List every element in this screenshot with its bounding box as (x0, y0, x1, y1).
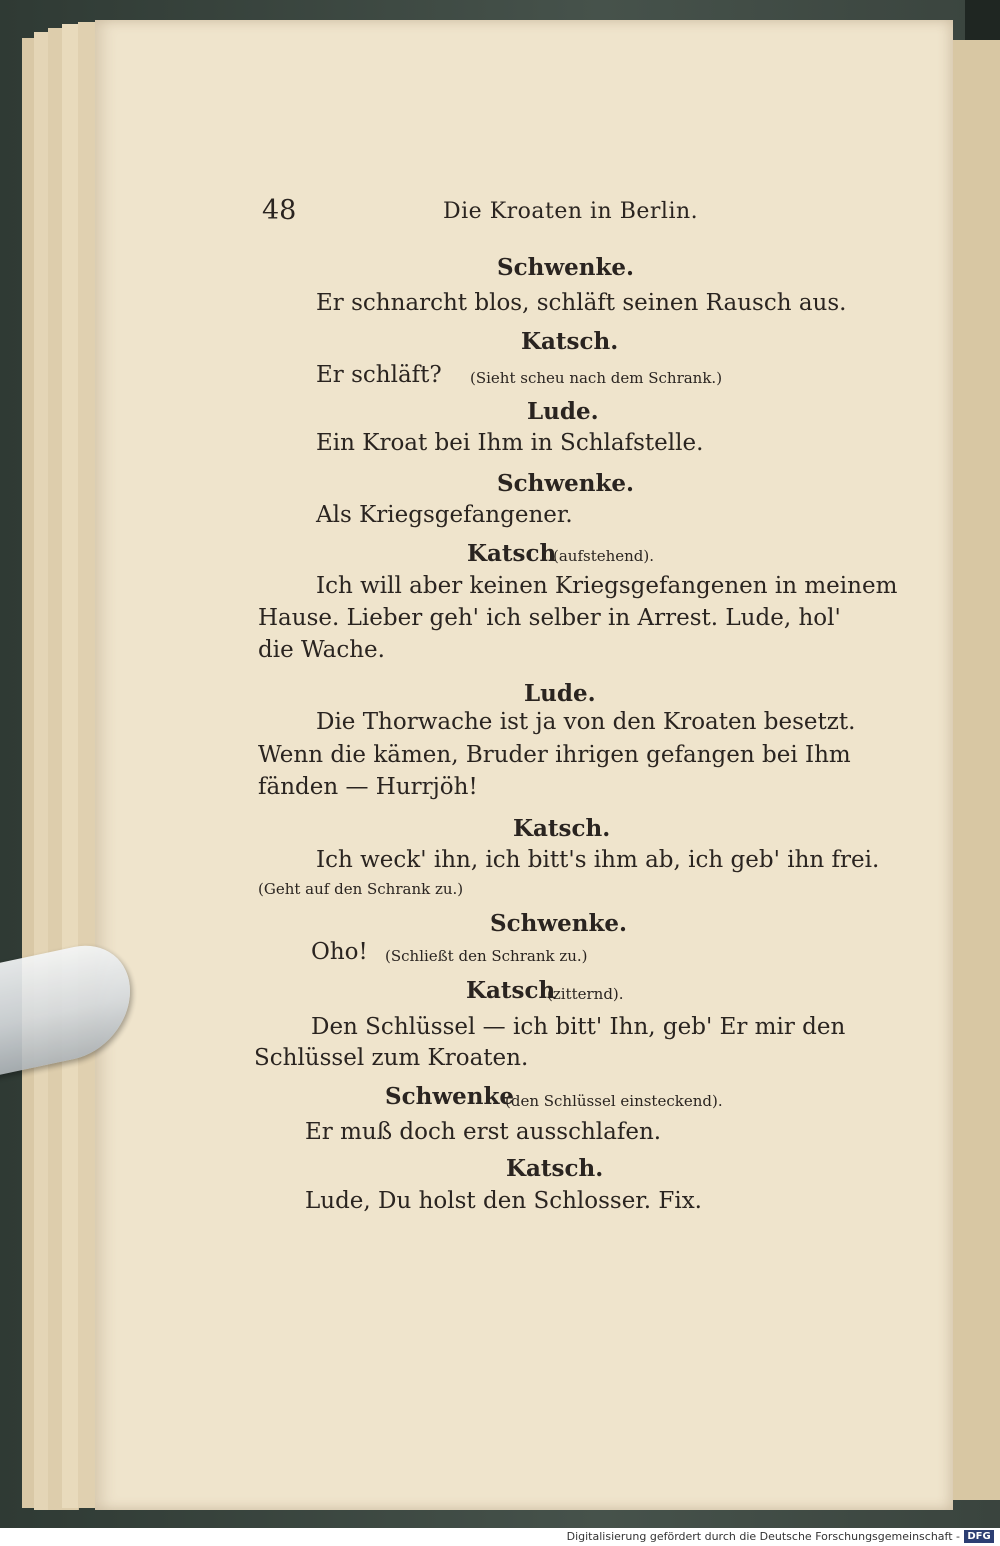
dialogue-line: Schlüssel zum Kroaten. (254, 1045, 529, 1071)
dialogue-line: Als Kriegsgefangener. (316, 502, 573, 528)
speaker-name: Katsch (466, 977, 556, 1004)
dialogue-line: Er muß doch erst ausschlafen. (305, 1119, 662, 1145)
dialogue-line: Hause. Lieber geh' ich selber in Arrest. Lude, hol' (258, 605, 841, 631)
speaker-name: Schwenke (385, 1083, 515, 1110)
speaker-name: Katsch. (506, 1155, 604, 1182)
speaker-name: Schwenke. (497, 470, 635, 497)
dialogue-line: Oho! (311, 939, 368, 965)
stage-direction: (Geht auf den Schrank zu.) (258, 880, 464, 898)
dialogue-line: die Wache. (258, 637, 385, 663)
dialogue-line: Er schläft? (316, 362, 442, 388)
speaker-name: Lude. (527, 398, 599, 425)
stage-direction: (den Schlüssel einsteckend). (505, 1092, 723, 1110)
speaker-name: Katsch. (513, 815, 611, 842)
speaker-name: Lude. (524, 680, 596, 707)
speaker-name: Katsch. (521, 328, 619, 355)
dialogue-line: Die Thorwache ist ja von den Kroaten besetzt. (316, 709, 856, 735)
stage-direction: (Schließt den Schrank zu.) (385, 947, 588, 965)
dialogue-line: Ein Kroat bei Ihm in Schlafstelle. (316, 430, 704, 456)
dialogue-line: Er schnarcht blos, schläft seinen Rausch aus. (316, 290, 847, 316)
page-right-edge (950, 40, 1000, 1500)
footer-bar (0, 1528, 1000, 1546)
dialogue-line: Wenn die kämen, Bruder ihrigen gefangen bei Ihm (258, 742, 851, 768)
running-title: Die Kroaten in Berlin. (443, 199, 699, 224)
dialogue-line: fänden — Hurrjöh! (258, 774, 478, 800)
dfg-logo: DFG (964, 1530, 994, 1543)
speaker-name: Schwenke. (490, 910, 628, 937)
stage-direction: (aufstehend). (553, 547, 655, 565)
dialogue-line: Ich will aber keinen Kriegsgefangenen in meinem (316, 573, 898, 599)
dialogue-line: Den Schlüssel — ich bitt' Ihn, geb' Er mir den (311, 1014, 846, 1040)
stage-direction: (Sieht scheu nach dem Schrank.) (470, 369, 723, 387)
page-number: 48 (262, 195, 297, 226)
speaker-name: Katsch (467, 540, 557, 567)
speaker-name: Schwenke. (497, 254, 635, 281)
footer-credit: Digitalisierung gefördert durch die Deutsche Forschungsgemeinschaft - (566, 1530, 960, 1543)
dialogue-line: Ich weck' ihn, ich bitt's ihm ab, ich geb' ihn frei. (316, 847, 880, 873)
dialogue-line: Lude, Du holst den Schlosser. Fix. (305, 1188, 702, 1214)
stage-direction: (zitternd). (547, 985, 624, 1003)
